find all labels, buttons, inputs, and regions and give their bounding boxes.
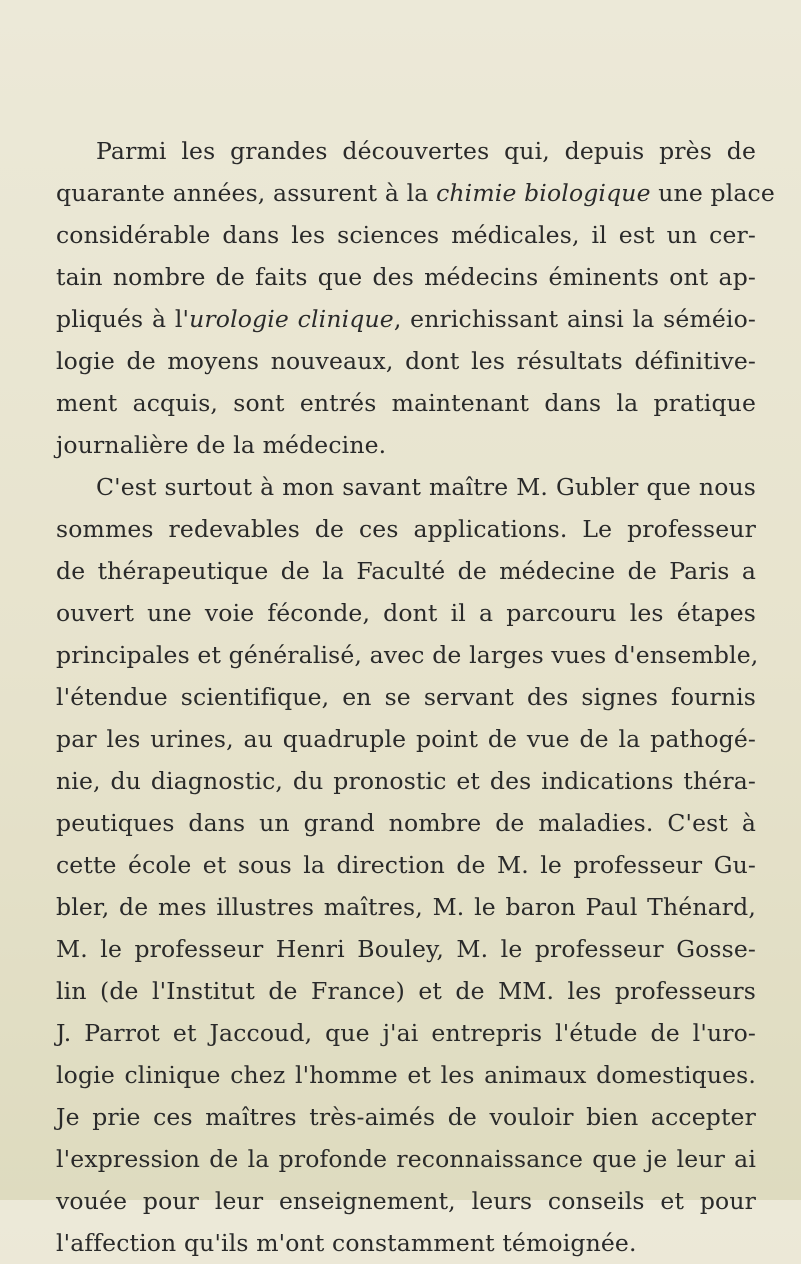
text-line [56, 298, 756, 340]
text-line [56, 1222, 756, 1264]
line-text: une place [650, 179, 775, 207]
line-text: sommes redevables de ces applications. Le professeur [56, 515, 756, 543]
text-line [56, 1096, 756, 1138]
line-text: considérable dans les sciences médicales, il est un cer- [56, 221, 756, 249]
text-line [56, 466, 756, 508]
text-line [56, 802, 756, 844]
line-text: ment acquis, sont entrés maintenant dans la pratique [56, 389, 756, 417]
line-text: Je prie ces maîtres très-aimés de vouloir bien accepter [56, 1103, 756, 1131]
line-text: logie clinique chez l'homme et les animaux domestiques. [56, 1061, 756, 1089]
text-line [56, 634, 759, 676]
line-text: l'expression de la profonde reconnaissance que je leur ai [56, 1145, 756, 1173]
line-text: tain nombre de faits que des médecins éminents ont ap- [56, 263, 756, 291]
text-line [56, 718, 756, 760]
italic-text: urologie clinique [189, 305, 394, 333]
text-line [56, 844, 756, 886]
paragraph [56, 130, 775, 466]
text-line [56, 760, 756, 802]
text-block [56, 130, 775, 1264]
line-text: J. Parrot et Jaccoud, que j'ai entrepris l'étude de l'uro- [56, 1019, 756, 1047]
line-text: par les urines, au quadruple point de vue de la pathogé- [56, 725, 756, 753]
text-line [56, 928, 756, 970]
line-text: cette école et sous la direction de M. le professeur Gu- [56, 851, 756, 879]
text-line [56, 130, 756, 172]
line-text: , enrichissant ainsi la séméio- [393, 305, 756, 333]
line-text: peutiques dans un grand nombre de maladies. C'est à [56, 809, 756, 837]
line-text: bler, de mes illustres maîtres, M. le baron Paul Thénard, [56, 893, 756, 921]
line-text: lin (de l'Institut de France) et de MM. les professeurs [56, 977, 756, 1005]
line-text: C'est surtout à mon savant maître M. Gubler que nous [96, 473, 756, 501]
text-line [56, 172, 775, 214]
text-line [56, 1054, 756, 1096]
line-text: M. le professeur Henri Bouley, M. le professeur Gosse- [56, 935, 756, 963]
italic-text: chimie biologique [436, 179, 651, 207]
text-line [56, 424, 756, 466]
line-text: l'affection qu'ils m'ont constamment témoignée. [56, 1229, 637, 1257]
text-line [56, 970, 756, 1012]
line-text: de thérapeutique de la Faculté de médecine de Paris a [56, 557, 756, 585]
line-text: quarante années, assurent à la [56, 179, 437, 207]
line-text: ouvert une voie féconde, dont il a parcouru les étapes [56, 599, 756, 627]
text-line [56, 1180, 756, 1222]
text-line [56, 1138, 756, 1180]
line-text: nie, du diagnostic, du pronostic et des indications théra- [56, 767, 756, 795]
text-line [56, 256, 756, 298]
text-line [56, 592, 756, 634]
text-line [56, 508, 756, 550]
line-text: l'étendue scientifique, en se servant des signes fournis [56, 683, 756, 711]
line-text: pliqués à l' [56, 305, 190, 333]
line-text: journalière de la médecine. [56, 431, 387, 459]
text-line [56, 550, 756, 592]
text-line [56, 382, 756, 424]
text-line [56, 1012, 756, 1054]
text-line [56, 676, 756, 718]
line-text: Parmi les grandes découvertes qui, depuis près de [96, 137, 756, 165]
text-line [56, 886, 756, 928]
paragraph [56, 466, 759, 1264]
line-text: logie de moyens nouveaux, dont les résultats définitive- [56, 347, 756, 375]
text-line [56, 214, 756, 256]
line-text: principales et généralisé, avec de larges vues d'ensemble, [56, 641, 759, 669]
line-text: vouée pour leur enseignement, leurs conseils et pour [56, 1187, 756, 1215]
text-line [56, 340, 756, 382]
